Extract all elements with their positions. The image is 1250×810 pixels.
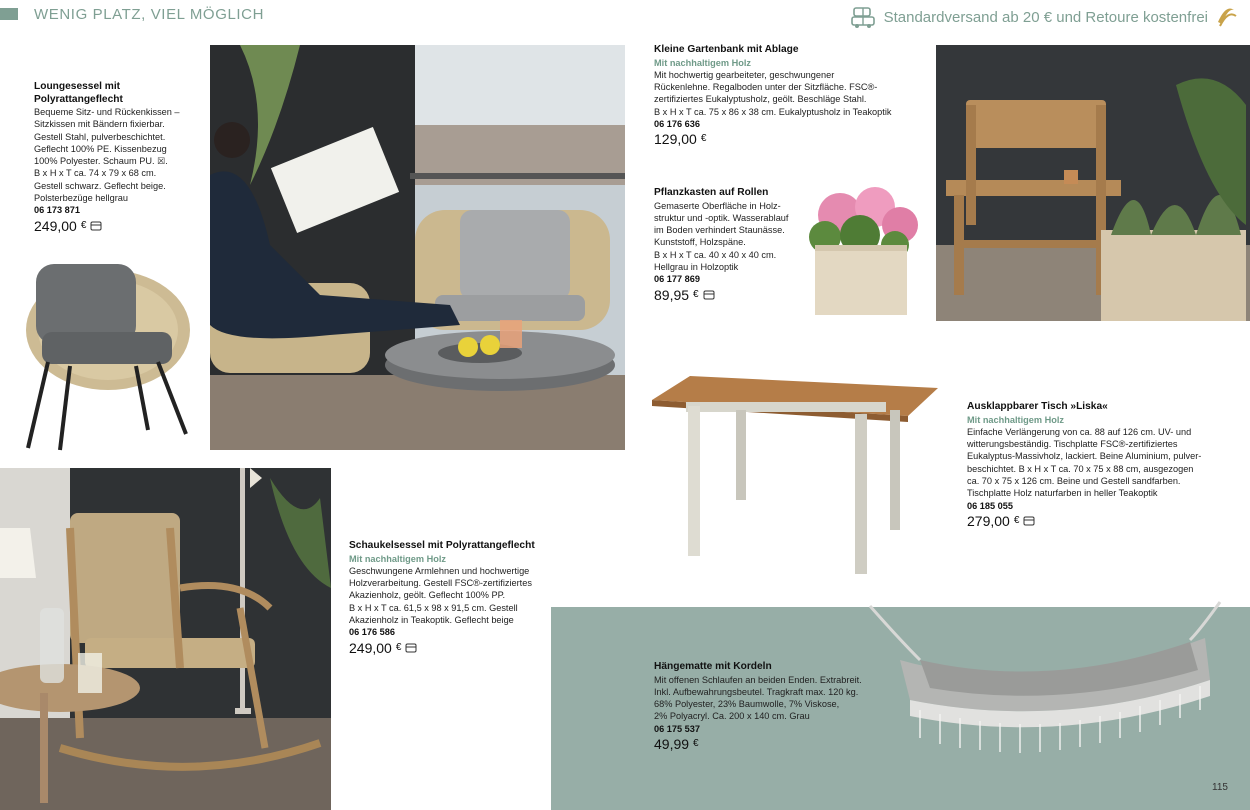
product-description-line: Geflecht 100% PE. Kissenbezug bbox=[34, 143, 167, 154]
product-description-line: B x H x T ca. 75 x 86 x 38 cm. Eukalyptusholz in Teakoptik bbox=[654, 106, 892, 117]
product-price bbox=[654, 131, 924, 148]
price-currency: € bbox=[1013, 514, 1020, 526]
product-pflanzkasten bbox=[654, 187, 804, 301]
product-name: Loungesessel mit bbox=[34, 81, 121, 92]
product-name: Kleine Gartenbank mit Ablage bbox=[654, 44, 799, 55]
package-icon bbox=[1023, 515, 1035, 527]
product-description-line: Bequeme Sitz- und Rückenkissen – bbox=[34, 107, 180, 117]
shipping-info bbox=[850, 5, 1208, 29]
product-haengematte bbox=[654, 661, 884, 750]
product-description-line: beschichtet. B x H x T ca. 70 x 75 x 88 cm, ausgezogen bbox=[967, 463, 1194, 474]
price-currency: € bbox=[80, 219, 87, 231]
header-accent-bar bbox=[0, 8, 18, 20]
product-description-line: zertifiziertes Eukalyptusholz, geölt. Beschläge Stahl. bbox=[654, 94, 867, 105]
product-description-line: Hellgrau in Holzoptik bbox=[654, 261, 739, 272]
product-description-line: B x H x T ca. 74 x 79 x 68 cm. bbox=[34, 168, 157, 179]
product-price bbox=[967, 512, 1212, 529]
price-currency: € bbox=[693, 288, 699, 300]
product-name: Ausklappbarer Tisch »Liska« bbox=[967, 401, 1108, 412]
product-price bbox=[654, 735, 884, 752]
article-number: 06 173 871 bbox=[34, 205, 80, 216]
product-description-line: Gestell schwarz. Geflecht beige. bbox=[34, 180, 166, 191]
tchibo-logo-icon bbox=[1214, 2, 1238, 28]
sustainability-subtitle: Mit nachhaltigem Holz bbox=[349, 553, 446, 564]
schaukelsessel-photo bbox=[0, 468, 331, 810]
haengematte-product-image bbox=[860, 600, 1230, 760]
product-description-line: Sitzkissen mit Bändern fixierbar. bbox=[34, 119, 165, 130]
product-description-line: Einfache Verlängerung von ca. 88 auf 126 cm. UV- und bbox=[967, 426, 1192, 437]
product-description-line: Polsterbezüge hellgrau bbox=[34, 193, 128, 204]
product-description-line: witterungsbeständig. Tischplatte FSC®-zertifiziertes bbox=[967, 439, 1178, 450]
product-description-line: B x H x T ca. 40 x 40 x 40 cm. bbox=[654, 249, 777, 260]
product-description-line: Inkl. Aufbewahrungsbeutel. Tragkraft max. 120 kg. bbox=[654, 686, 859, 697]
article-number: 06 176 586 bbox=[349, 627, 395, 638]
product-name: Pflanzkasten auf Rollen bbox=[654, 187, 769, 198]
product-description-line: im Boden verhindert Staunässe. bbox=[654, 225, 785, 236]
product-description-line: Akazienholz in Teakoptik. Geflecht beige bbox=[349, 614, 514, 625]
price-value: 249,00 bbox=[349, 639, 392, 656]
product-description-line: Akazienholz, geölt. Geflecht 100% PP. bbox=[349, 590, 506, 601]
product-name: Polyrattangeflecht bbox=[34, 93, 123, 105]
article-number: 06 175 537 bbox=[654, 723, 700, 734]
product-description-line: struktur und -optik. Wasserablauf bbox=[654, 212, 789, 223]
price-value: 129,00 bbox=[654, 131, 697, 148]
delivery-truck-icon bbox=[850, 5, 876, 29]
product-description-line: Mit offenen Schlaufen an beiden Enden. Extrabreit. bbox=[654, 674, 862, 685]
product-description-line: Gestell Stahl, pulverbeschichtet. bbox=[34, 131, 166, 142]
product-description-line: 100% Polyester. Schaum PU. ☒. bbox=[34, 156, 168, 167]
shipping-text: Standardversand ab 20 € und Retoure kostenfrei bbox=[883, 8, 1208, 26]
product-name: Schaukelsessel mit Polyrattangeflecht bbox=[349, 540, 535, 551]
product-description-line: Eukalyptus-Massivholz, lackiert. Beine Aluminium, pulver- bbox=[967, 451, 1202, 462]
product-price bbox=[34, 217, 204, 234]
page-heading: WENIG PLATZ, VIEL MÖGLICH bbox=[34, 6, 265, 23]
product-description-line: 2% Polyacryl. Ca. 200 x 140 cm. Grau bbox=[654, 711, 810, 722]
product-description-line: ca. 70 x 75 x 126 cm. Beine und Gestell sandfarben. bbox=[967, 475, 1181, 486]
sustainability-subtitle: Mit nachhaltigem Holz bbox=[967, 414, 1064, 425]
product-description-line: B x H x T ca. 61,5 x 98 x 91,5 cm. Gestell bbox=[349, 602, 518, 613]
article-number: 06 177 869 bbox=[654, 274, 700, 285]
package-icon bbox=[703, 289, 715, 301]
product-description-line: Holzverarbeitung. Gestell FSC®-zertifiziertes bbox=[349, 578, 532, 589]
product-description-line: Tischplatte Holz naturfarben in heller Teakoptik bbox=[967, 488, 1158, 499]
product-description-line: 68% Polyester, 23% Baumwolle, 7% Viskose, bbox=[654, 699, 840, 710]
product-gartenbank bbox=[654, 44, 924, 146]
product-description-line: Kunststoff, Holzspäne. bbox=[654, 237, 746, 248]
page-number: 115 bbox=[1212, 782, 1228, 793]
product-price bbox=[654, 286, 804, 303]
sustainability-subtitle: Mit nachhaltigem Holz bbox=[654, 57, 751, 68]
price-currency: € bbox=[395, 641, 402, 653]
price-value: 249,00 bbox=[34, 217, 77, 234]
package-icon bbox=[90, 220, 102, 232]
product-description-line: Gemaserte Oberfläche in Holz- bbox=[654, 200, 781, 211]
tisch-product-image bbox=[650, 370, 940, 580]
product-loungesessel bbox=[34, 81, 204, 232]
product-description-line: Rückenlehne. Regalboden unter der Sitzfläche. FSC®- bbox=[654, 82, 878, 93]
product-description-line: Geschwungene Armlehnen und hochwertige bbox=[349, 565, 530, 576]
price-value: 89,95 bbox=[654, 286, 690, 303]
product-tisch bbox=[967, 401, 1212, 527]
balcony-lifestyle-photo bbox=[210, 45, 625, 450]
price-currency: € bbox=[693, 737, 699, 749]
product-name: Hängematte mit Kordeln bbox=[654, 661, 772, 672]
gartenbank-photo bbox=[936, 45, 1250, 321]
price-value: 49,99 bbox=[654, 735, 690, 752]
article-number: 06 176 636 bbox=[654, 118, 700, 129]
package-icon bbox=[405, 642, 417, 654]
product-schaukelsessel bbox=[349, 540, 549, 654]
pflanzkasten-product-image bbox=[800, 185, 925, 320]
price-value: 279,00 bbox=[967, 512, 1010, 529]
price-currency: € bbox=[700, 133, 707, 145]
product-price bbox=[349, 639, 549, 656]
product-description-line: Mit hochwertig gearbeiteter, geschwungener bbox=[654, 69, 835, 80]
loungesessel-product-image bbox=[8, 250, 198, 455]
article-number: 06 185 055 bbox=[967, 500, 1013, 511]
